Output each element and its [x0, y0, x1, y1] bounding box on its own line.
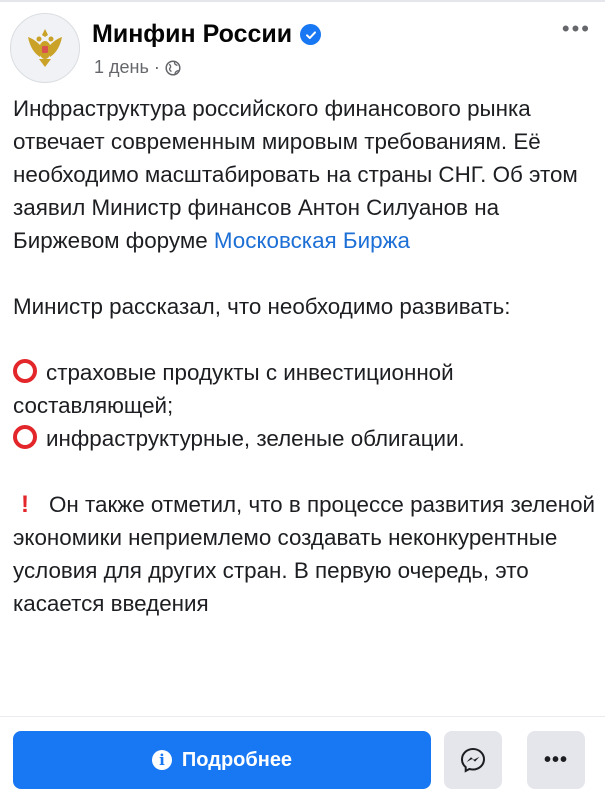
more-horizontal-icon: •••	[561, 16, 591, 41]
page-avatar[interactable]	[10, 13, 80, 83]
post-paragraph-1	[13, 92, 598, 257]
post-meta	[94, 57, 181, 78]
messenger-icon	[460, 747, 486, 773]
more-actions-button[interactable]	[527, 731, 585, 789]
bullet-1-text: страховые продукты с инвестиционной составляющей;	[13, 360, 454, 418]
paragraph-gap	[13, 257, 598, 290]
bullet-item-2	[13, 422, 598, 455]
meta-separator: ·	[153, 57, 160, 77]
paragraph-3-text: Он также отметил, что в процессе развития зеленой экономики неприемлемо создавать неконкурентные условия для других стран. В первую очередь, это касается введения	[13, 492, 596, 616]
moscow-exchange-link[interactable]: Московская Биржа	[213, 228, 410, 253]
emblem-icon	[20, 23, 70, 73]
more-horizontal-icon: •••	[543, 749, 568, 771]
learn-more-label: Подробнее	[181, 748, 293, 771]
red-circle-icon	[13, 359, 37, 383]
post-body	[13, 92, 598, 620]
page-name[interactable]	[92, 20, 321, 49]
post-time[interactable]: 1 день	[94, 57, 149, 77]
post-header	[0, 0, 605, 90]
bullet-2-text: инфраструктурные, зеленые облигации.	[46, 426, 465, 451]
paragraph-gap	[13, 323, 598, 356]
verified-check-icon	[300, 24, 321, 45]
post-options-button[interactable]	[562, 18, 591, 40]
exclamation-icon: !	[21, 491, 29, 518]
learn-more-button[interactable]	[13, 731, 431, 789]
messenger-button[interactable]	[444, 731, 502, 789]
paragraph-gap	[13, 455, 598, 488]
bullet-item-1	[13, 356, 598, 422]
action-bar	[0, 716, 605, 801]
globe-icon	[165, 60, 181, 76]
post-paragraph-3	[13, 488, 598, 620]
author-name[interactable]: Минфин России	[92, 20, 293, 48]
paragraph-1-text: Инфраструктура российского финансового рынка отвечает современным мировым требованиям. Её необходимо масштабировать на страны СНГ. Об этом заявил Министр финансов Антон Силуанов на Биржевом форуме	[13, 96, 578, 253]
post-paragraph-2: Министр рассказал, что необходимо развивать:	[13, 294, 511, 319]
info-icon: i	[152, 750, 172, 770]
red-circle-icon	[13, 425, 37, 449]
